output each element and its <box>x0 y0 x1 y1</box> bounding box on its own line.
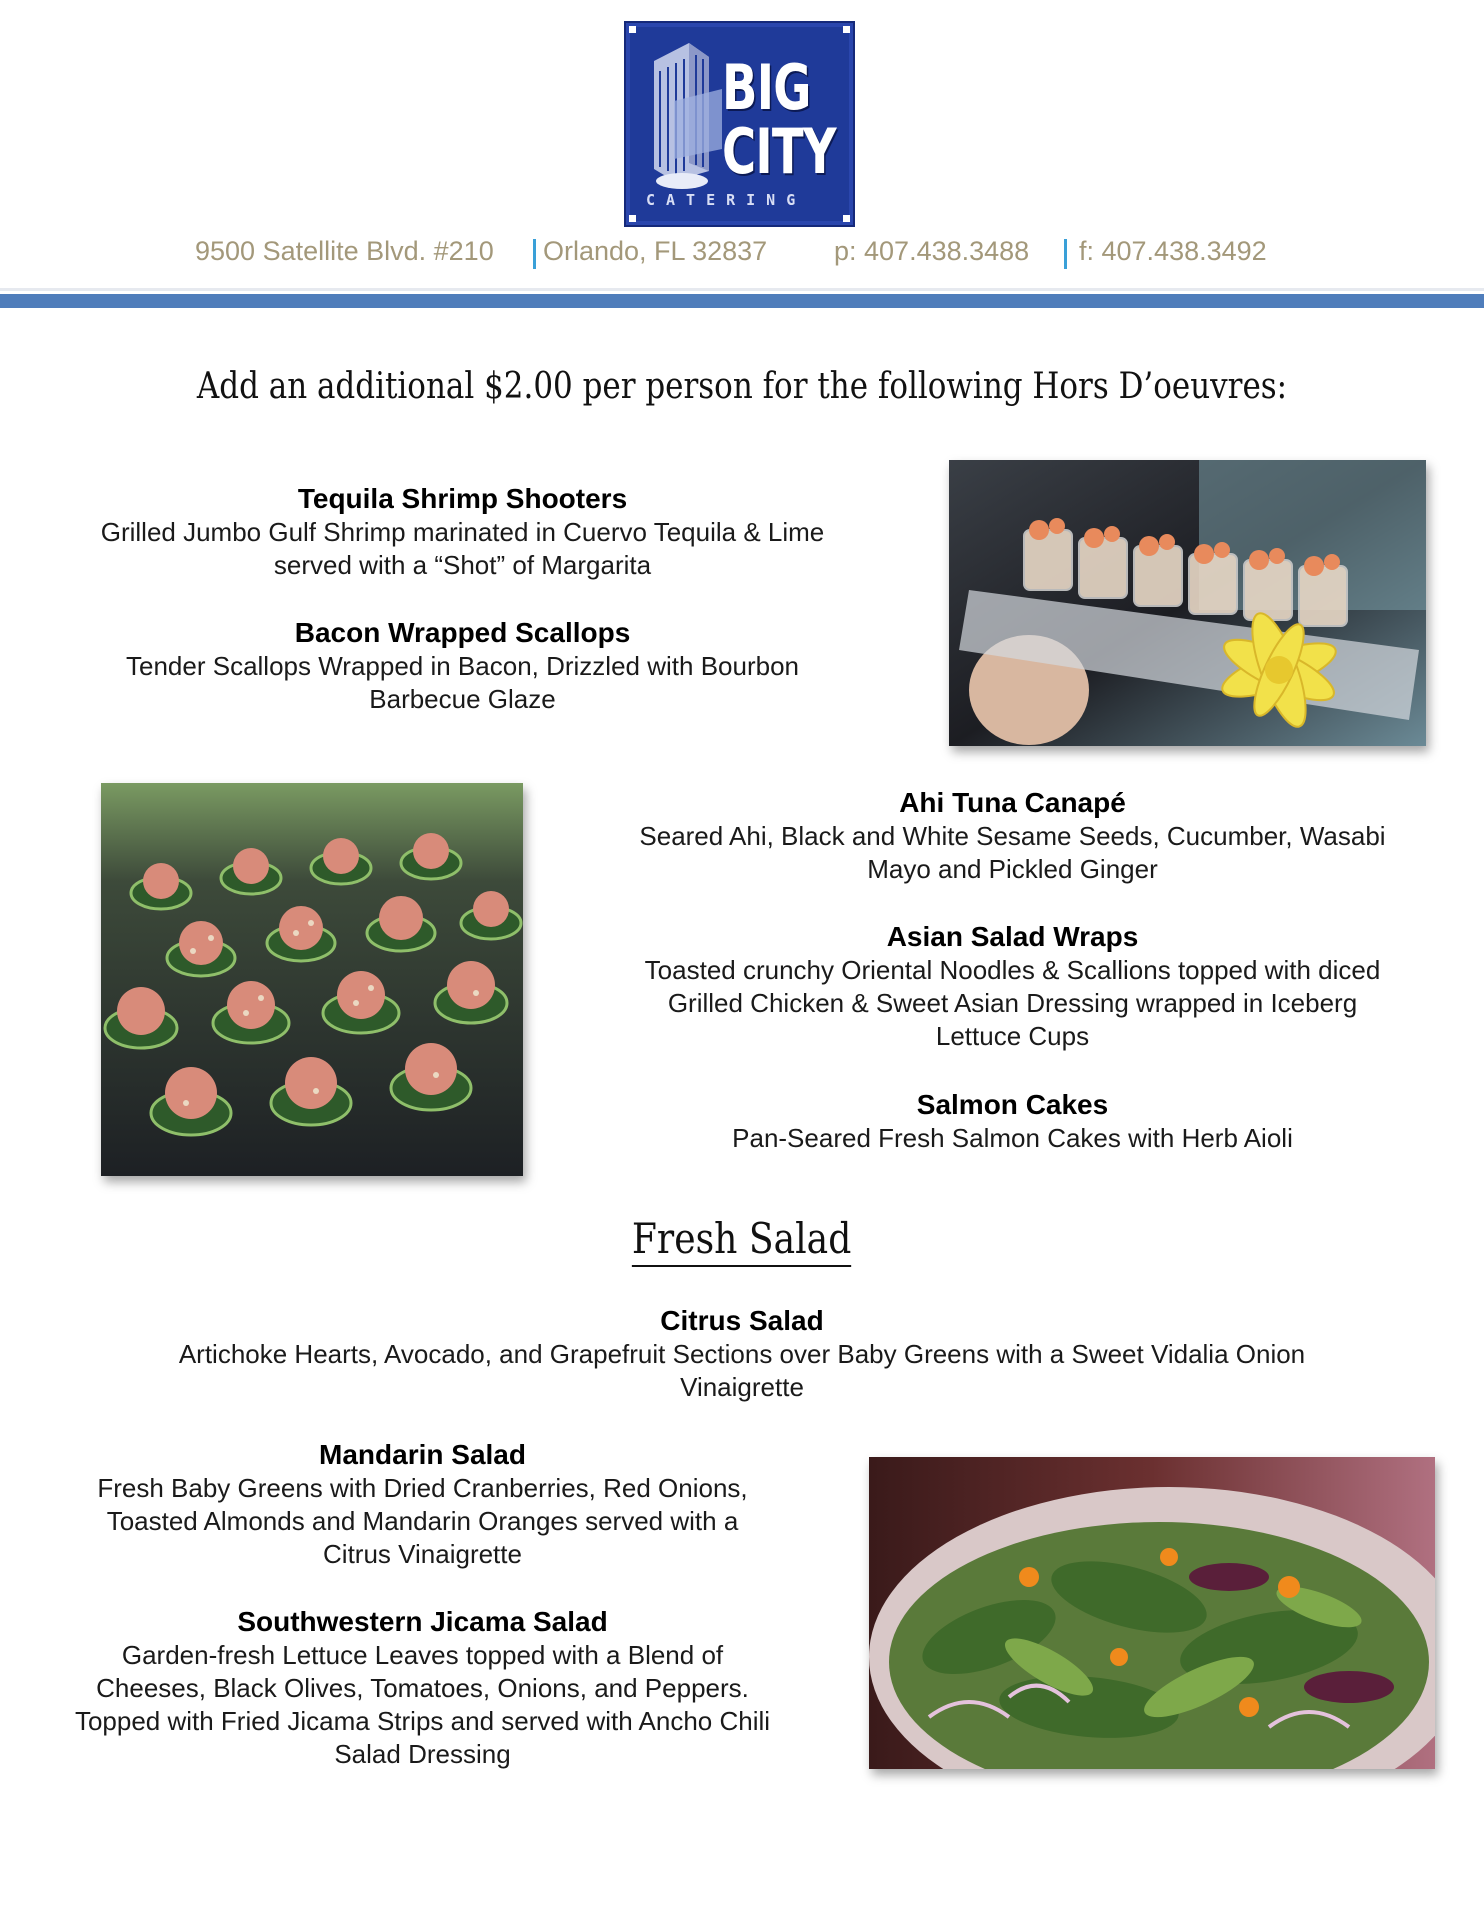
menu-item-desc: Grilled Jumbo Gulf Shrimp marinated in Cuervo Tequila & Lime <box>100 517 825 547</box>
menu-item-name: Asian Salad Wraps <box>886 921 1139 952</box>
section-title <box>0 1214 1484 1267</box>
header-divider <box>0 294 1484 308</box>
menu-item-name: Southwestern Jicama Salad <box>237 1606 608 1637</box>
fax-text: f: 407.438.3492 <box>1079 236 1267 266</box>
menu-item <box>585 1088 1440 1155</box>
menu-item-name: Ahi Tuna Canapé <box>899 787 1126 818</box>
section-title-text: Fresh Salad <box>632 1214 851 1267</box>
address-text: 9500 Satellite Blvd. #210 <box>195 236 494 266</box>
menu-item-desc: Grilled Chicken & Sweet Asian Dressing wrapped in Iceberg <box>667 988 1358 1018</box>
menu-item-name: Bacon Wrapped Scallops <box>294 617 631 648</box>
header-divider-thin <box>0 288 1484 291</box>
menu-item-desc: Seared Ahi, Black and White Sesame Seeds, Cucumber, Wasabi <box>639 821 1386 851</box>
contact-line <box>0 236 1484 276</box>
menu-item-desc: Vinaigrette <box>680 1372 804 1402</box>
menu-item-name: Mandarin Salad <box>319 1439 526 1470</box>
menu-item-desc: Pan-Seared Fresh Salmon Cakes with Herb Aioli <box>732 1123 1293 1153</box>
phone-text: p: 407.438.3488 <box>834 236 1030 266</box>
menu-item <box>585 786 1440 886</box>
city-text: Orlando, FL 32837 <box>543 236 768 266</box>
menu-item-name: Citrus Salad <box>660 1305 824 1336</box>
logo-tagline: CATERING <box>646 191 807 209</box>
salad-photo <box>869 1457 1435 1769</box>
menu-item-desc: Toasted crunchy Oriental Noodles & Scallions topped with diced <box>644 955 1381 985</box>
page-headline: Add an additional $2.00 per person for the following Hors D’oeuvres: <box>196 366 1288 407</box>
menu-item-desc: Fresh Baby Greens with Dried Cranberries, Red Onions, <box>97 1473 748 1503</box>
skyscraper-microphone-icon <box>634 31 734 201</box>
menu-item-desc: Toasted Almonds and Mandarin Oranges served with a <box>106 1506 739 1536</box>
menu-item-desc: Cheeses, Black Olives, Tomatoes, Onions, and Peppers. <box>96 1673 749 1703</box>
menu-item-desc: Salad Dressing <box>334 1739 511 1769</box>
contact-divider <box>533 239 536 269</box>
menu-item-name: Tequila Shrimp Shooters <box>297 483 628 514</box>
menu-item <box>20 1605 825 1771</box>
ahi-tuna-canape-photo <box>101 783 523 1176</box>
menu-item-desc: Tender Scallops Wrapped in Bacon, Drizzled with Bourbon <box>126 651 799 681</box>
menu-item-desc: Mayo and Pickled Ginger <box>867 854 1158 884</box>
logo-word-big: BIG <box>722 51 811 124</box>
menu-item-desc: Citrus Vinaigrette <box>323 1539 522 1569</box>
contact-divider <box>1064 239 1067 269</box>
menu-item <box>40 616 885 716</box>
logo-word-city: CITY <box>722 115 836 188</box>
menu-item-desc: Topped with Fried Jicama Strips and served with Ancho Chili <box>74 1706 771 1736</box>
menu-item-desc: Barbecue Glaze <box>369 684 556 714</box>
big-city-catering-logo <box>624 21 855 227</box>
menu-item <box>40 482 885 582</box>
menu-item <box>20 1438 825 1571</box>
menu-item-desc: served with a “Shot” of Margarita <box>273 550 652 580</box>
menu-item <box>585 920 1440 1053</box>
menu-item-desc: Lettuce Cups <box>935 1021 1090 1051</box>
menu-item-name: Salmon Cakes <box>916 1089 1109 1120</box>
menu-item-desc: Artichoke Hearts, Avocado, and Grapefruit Sections over Baby Greens with a Sweet Vidalia Onion <box>178 1339 1306 1369</box>
shrimp-shooters-photo <box>949 460 1426 746</box>
menu-item <box>60 1304 1424 1404</box>
menu-item-desc: Garden-fresh Lettuce Leaves topped with a Blend of <box>121 1640 724 1670</box>
